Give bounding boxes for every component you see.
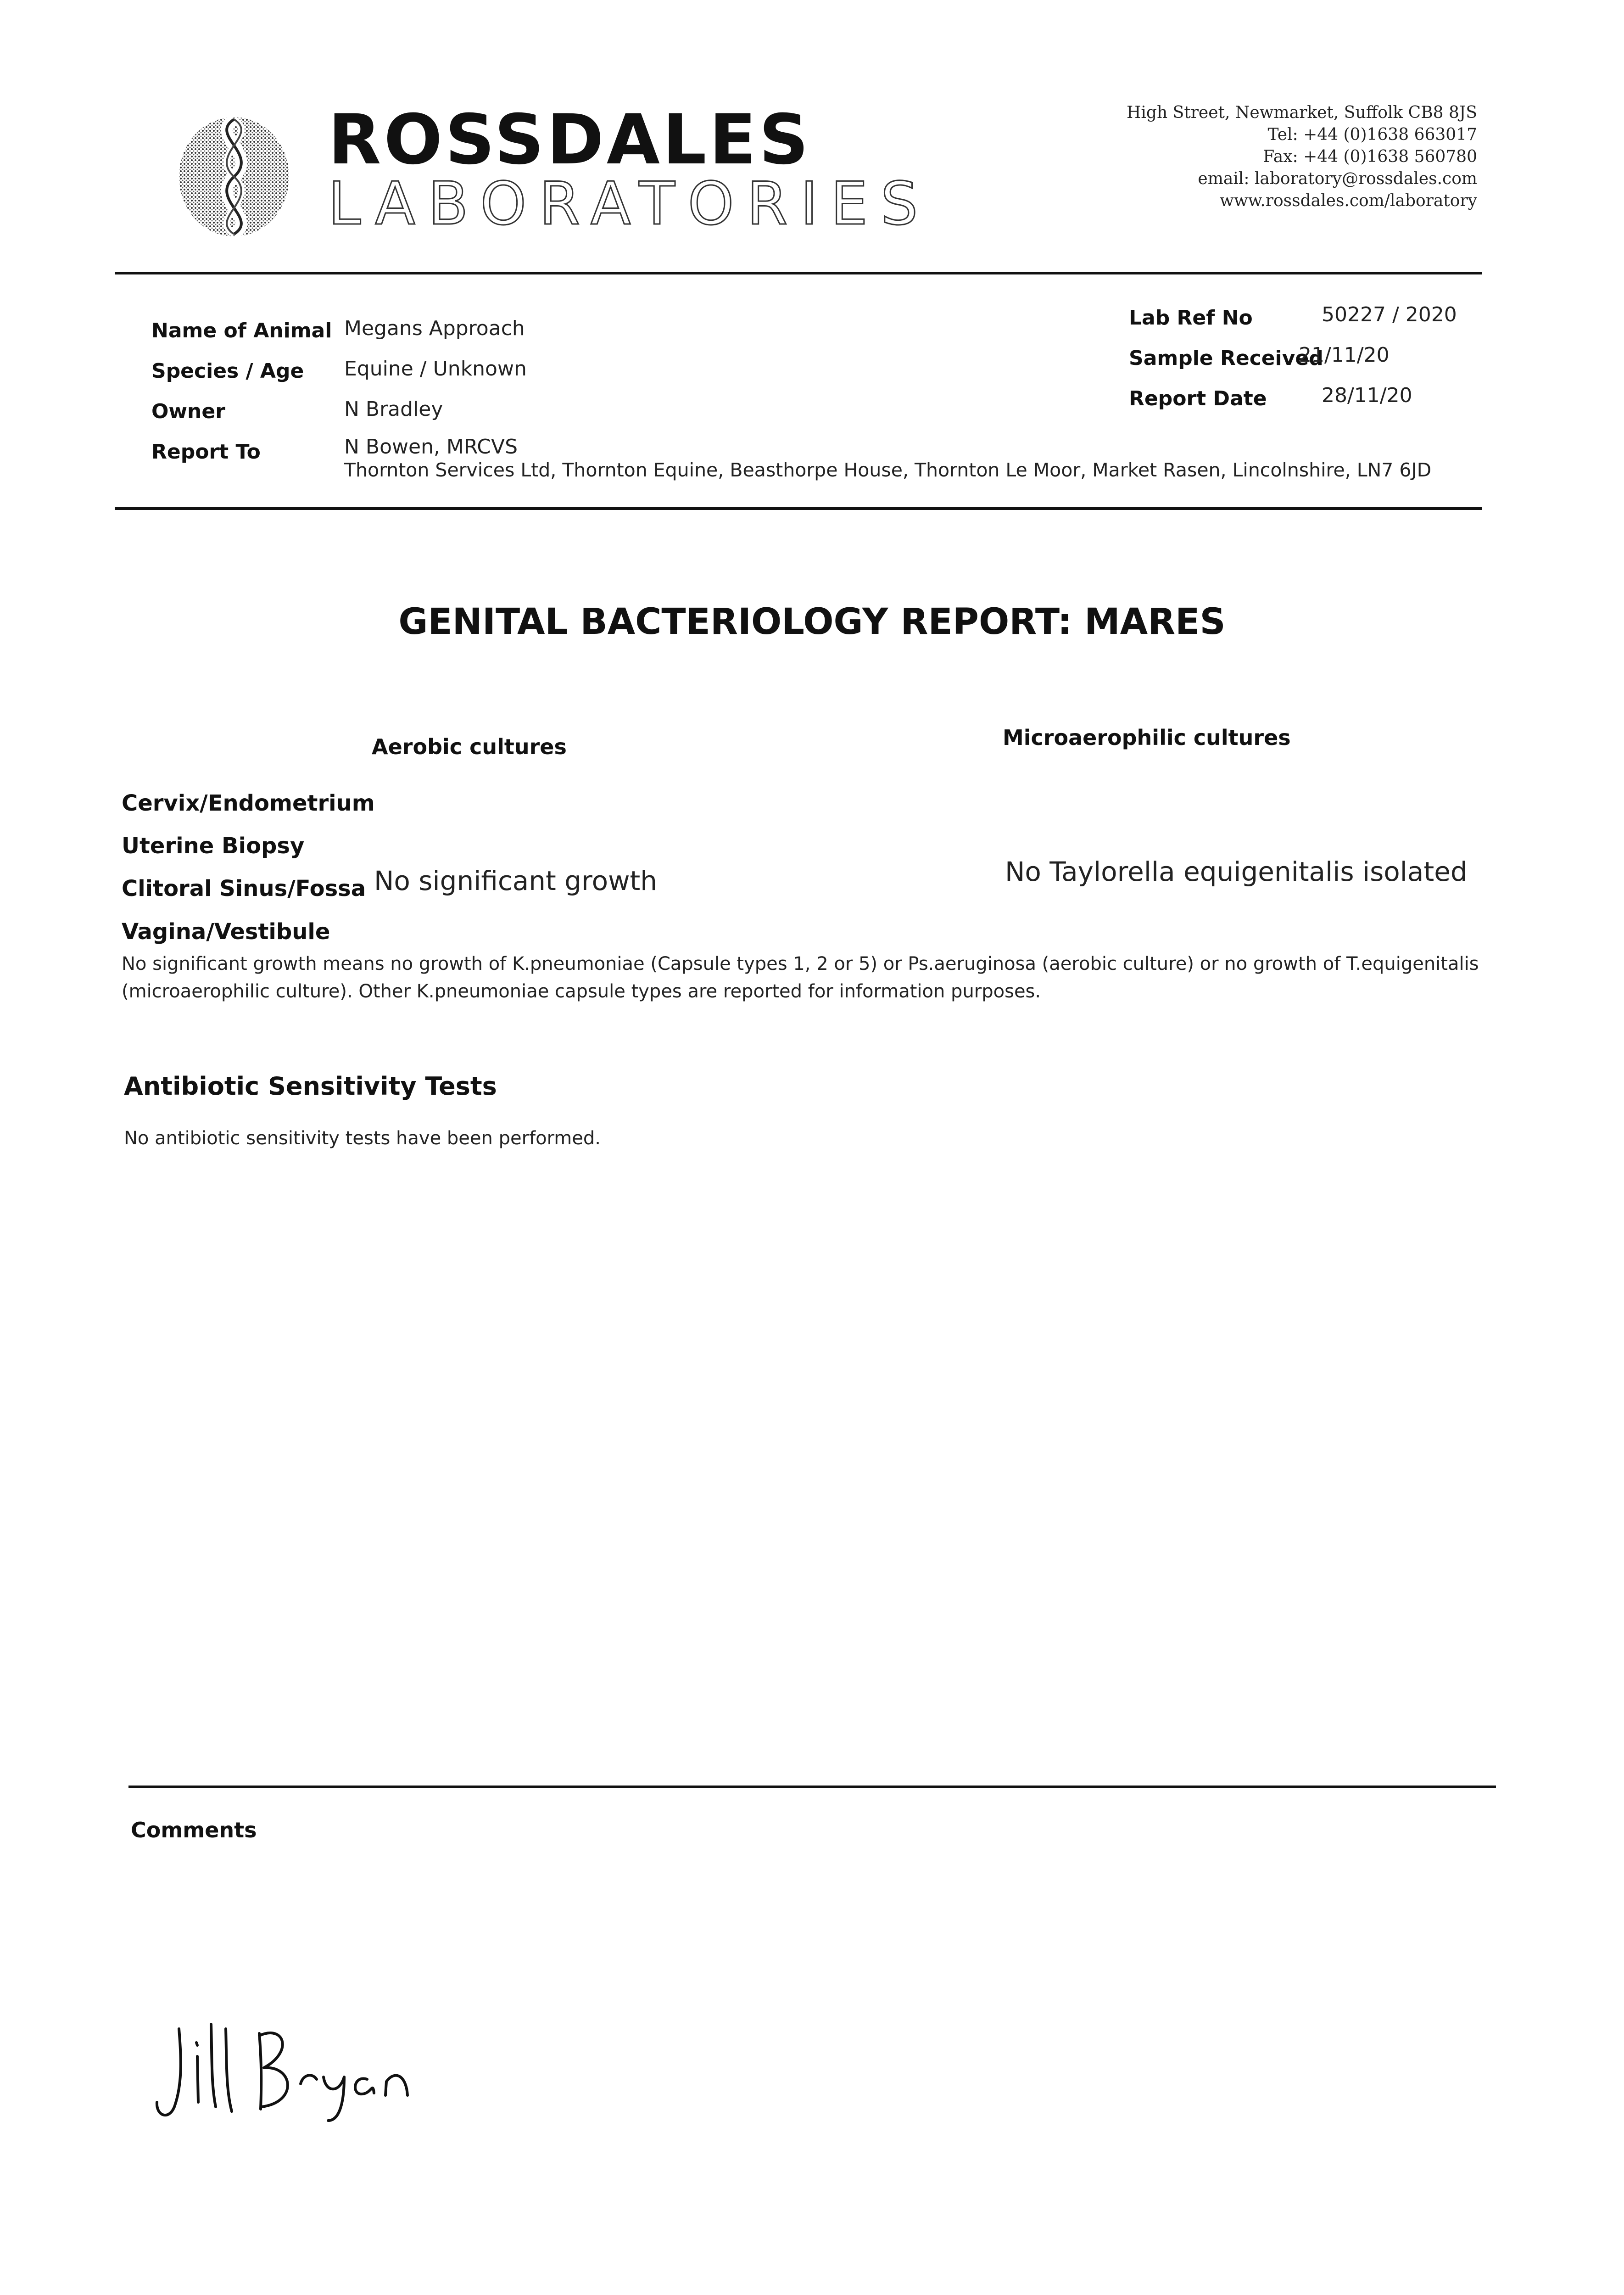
address-line: High Street, Newmarket, Suffolk CB8 8JS: [1127, 103, 1477, 122]
owner-value: N Bradley: [344, 397, 443, 421]
logo-emblem-icon: [165, 108, 303, 246]
aerobic-result: No significant growth: [374, 865, 658, 896]
brand-subtitle: LABORATORIES: [328, 170, 931, 238]
animal-name-label: Name of Animal: [151, 319, 332, 342]
report-date-label: Report Date: [1129, 387, 1267, 410]
fax-line: Fax: +44 (0)1638 560780: [1263, 147, 1477, 166]
comments-label: Comments: [131, 1818, 257, 1842]
header-divider: [115, 272, 1482, 274]
site-uterine-biopsy: Uterine Biopsy: [122, 833, 305, 859]
species-age-value: Equine / Unknown: [344, 357, 527, 381]
report-date-value: 28/11/20: [1322, 384, 1412, 407]
brand-name: ROSSDALES: [328, 100, 812, 180]
email-line: email: laboratory@rossdales.com: [1198, 169, 1477, 188]
growth-note-line2: (microaerophilic culture). Other K.pneumoniae capsule types are reported for information purposes.: [122, 981, 1041, 1002]
phone-line: Tel: +44 (0)1638 663017: [1267, 125, 1477, 144]
details-divider: [115, 507, 1482, 510]
owner-label: Owner: [151, 400, 225, 423]
website-line: www.rossdales.com/laboratory: [1220, 191, 1477, 210]
lab-ref-label: Lab Ref No: [1129, 306, 1253, 330]
report-to-label: Report To: [151, 440, 261, 464]
animal-name-value: Megans Approach: [344, 317, 525, 340]
antibiotic-text: No antibiotic sensitivity tests have been performed.: [124, 1128, 601, 1149]
comments-divider: [128, 1786, 1496, 1788]
site-vagina: Vagina/Vestibule: [122, 919, 330, 945]
sample-received-label: Sample Received: [1129, 347, 1323, 370]
antibiotic-heading: Antibiotic Sensitivity Tests: [124, 1072, 497, 1101]
sample-received-value: 21/11/20: [1299, 343, 1390, 367]
site-cervix: Cervix/Endometrium: [122, 790, 375, 816]
signature-icon: [147, 2015, 431, 2125]
report-title: GENITAL BACTERIOLOGY REPORT: MARES: [398, 601, 1226, 643]
site-clitoral: Clitoral Sinus/Fossa: [122, 876, 366, 901]
microaerophilic-result: No Taylorella equigenitalis isolated: [1005, 856, 1468, 887]
species-age-label: Species / Age: [151, 359, 304, 383]
microaerophilic-heading: Microaerophilic cultures: [1003, 725, 1291, 750]
report-to-address: Thornton Services Ltd, Thornton Equine, Beasthorpe House, Thornton Le Moor, Market Rasen, Lincolnshire, LN7 6JD: [344, 459, 1432, 481]
growth-note-line1: No significant growth means no growth of K.pneumoniae (Capsule types 1, 2 or 5) or Ps.aeruginosa (aerobic culture) or no growth of T.equigenitalis: [122, 953, 1479, 974]
lab-ref-value: 50227 / 2020: [1322, 303, 1457, 326]
aerobic-heading: Aerobic cultures: [372, 734, 567, 759]
report-to-vet: N Bowen, MRCVS: [344, 435, 518, 459]
